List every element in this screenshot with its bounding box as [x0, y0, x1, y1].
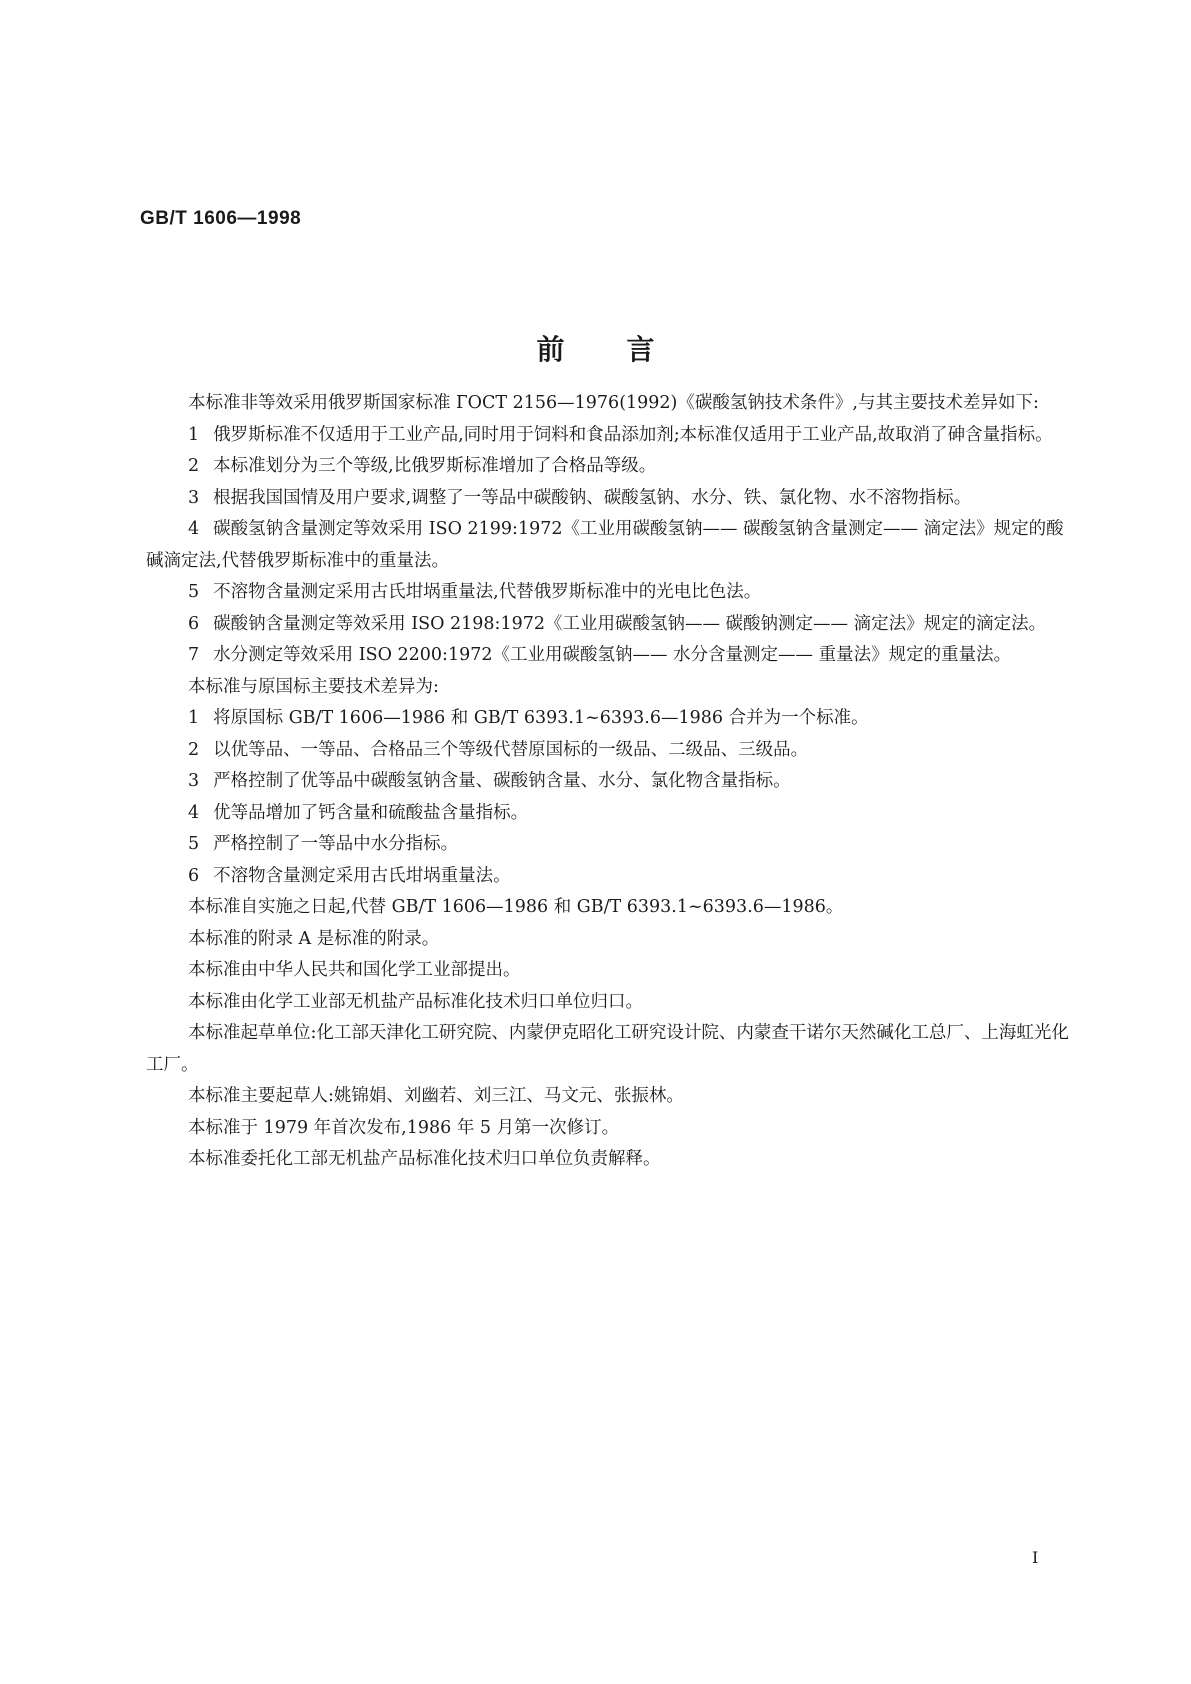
paragraph-number: 7 [188, 645, 200, 665]
paragraph-text: 严格控制了一等品中水分指标。 [213, 834, 459, 854]
paragraph [146, 829, 1071, 861]
paragraph-number: 4 [188, 802, 200, 823]
paragraph [146, 924, 1071, 956]
paragraph [146, 703, 1071, 735]
paragraph [146, 451, 1071, 483]
paragraph [146, 861, 1071, 893]
paragraph-text: 本标准主要起草人:姚锦娟、刘幽若、刘三江、马文元、张振林。 [188, 1086, 684, 1106]
paragraph-text: 本标准的附录 A 是标准的附录。 [188, 928, 440, 949]
paragraph-text: 本标准由中华人民共和国化学工业部提出。 [188, 960, 521, 980]
paragraph-text: 本标准自实施之日起,代替 GB/T 1606—1986 和 GB/T 6393.1~6393.6—1986。 [188, 897, 844, 917]
paragraph [146, 955, 1071, 987]
paragraph-text: 本标准非等效采用俄罗斯国家标准 ГОСТ 2156—1976(1992)《碳酸氢钠技术条件》,与其主要技术差异如下: [188, 393, 1039, 413]
paragraph-number: 6 [188, 865, 200, 886]
paragraph [146, 388, 1071, 420]
paragraph [146, 640, 1071, 672]
paragraph [146, 987, 1071, 1019]
paragraph-text: 水分测定等效采用 ISO 2200:1972《工业用碳酸氢钠—— 水分含量测定—— 重量法》规定的重量法。 [213, 645, 1012, 665]
paragraph [146, 1081, 1071, 1113]
paragraph-number: 6 [188, 613, 200, 634]
paragraph-number: 3 [188, 771, 200, 791]
paragraph-text: 本标准划分为三个等级,比俄罗斯标准增加了合格品等级。 [213, 456, 657, 476]
paragraph [146, 483, 1071, 515]
page-number: I [1032, 1548, 1039, 1567]
paragraph-text: 不溶物含量测定采用古氏坩埚重量法,代替俄罗斯标准中的光电比色法。 [213, 582, 762, 602]
paragraph-text: 本标准由化学工业部无机盐产品标准化技术归口单位归口。 [188, 991, 643, 1012]
paragraph-number: 1 [188, 424, 200, 445]
paragraph-text: 以优等品、一等品、合格品三个等级代替原国标的一级品、二级品、三级品。 [213, 739, 809, 760]
paragraph-text: 碳酸钠含量测定等效采用 ISO 2198:1972《工业用碳酸氢钠—— 碳酸钠测定—— 滴定法》规定的滴定法。 [213, 613, 1047, 634]
paragraph-number: 3 [188, 487, 200, 508]
paragraph-text: 将原国标 GB/T 1606—1986 和 GB/T 6393.1~6393.6—1986 合并为一个标准。 [213, 708, 869, 728]
paragraph-number: 2 [188, 739, 200, 760]
paragraph-text: 本标准与原国标主要技术差异为: [188, 676, 439, 697]
paragraph [146, 735, 1071, 767]
paragraph-number: 1 [188, 708, 200, 728]
paragraph-text: 本标准委托化工部无机盐产品标准化技术归口单位负责解释。 [188, 1149, 661, 1169]
paragraph-text: 严格控制了优等品中碳酸氢钠含量、碳酸钠含量、水分、氯化物含量指标。 [213, 771, 791, 791]
paragraph-text: 本标准起草单位:化工部天津化工研究院、内蒙伊克昭化工研究设计院、内蒙查干诺尔天然碱化工总厂、上海虹光化工厂。 [146, 1023, 1069, 1075]
paragraph [146, 766, 1071, 798]
paragraph [146, 798, 1071, 830]
paragraph-number: 4 [188, 519, 200, 539]
paragraph [146, 577, 1071, 609]
paragraph-text: 碳酸氢钠含量测定等效采用 ISO 2199:1972《工业用碳酸氢钠—— 碳酸氢钠含量测定—— 滴定法》规定的酸碱滴定法,代替俄罗斯标准中的重量法。 [146, 519, 1064, 571]
paragraph-text: 俄罗斯标准不仅适用于工业产品,同时用于饲料和食品添加剂;本标准仅适用于工业产品,故取消了砷含量指标。 [213, 424, 1053, 445]
paragraph-number: 2 [188, 456, 200, 476]
paragraph-text: 根据我国国情及用户要求,调整了一等品中碳酸钠、碳酸氢钠、水分、铁、氯化物、水不溶物指标。 [213, 487, 972, 508]
paragraph [146, 609, 1071, 641]
page-title: 前言 [536, 333, 717, 366]
paragraph [146, 420, 1071, 452]
paragraph-number: 5 [188, 834, 200, 854]
paragraph [146, 892, 1071, 924]
paragraph [146, 514, 1071, 577]
document-code: GB/T 1606—1998 [140, 208, 302, 229]
paragraph-text: 本标准于 1979 年首次发布,1986 年 5 月第一次修订。 [188, 1117, 620, 1138]
paragraph [146, 672, 1071, 704]
preface-body [146, 388, 1071, 1176]
paragraph-text: 优等品增加了钙含量和硫酸盐含量指标。 [213, 802, 529, 823]
paragraph-text: 不溶物含量测定采用古氏坩埚重量法。 [213, 865, 511, 886]
paragraph-number: 5 [188, 582, 200, 602]
paragraph [146, 1144, 1071, 1176]
paragraph [146, 1018, 1071, 1081]
paragraph [146, 1113, 1071, 1145]
